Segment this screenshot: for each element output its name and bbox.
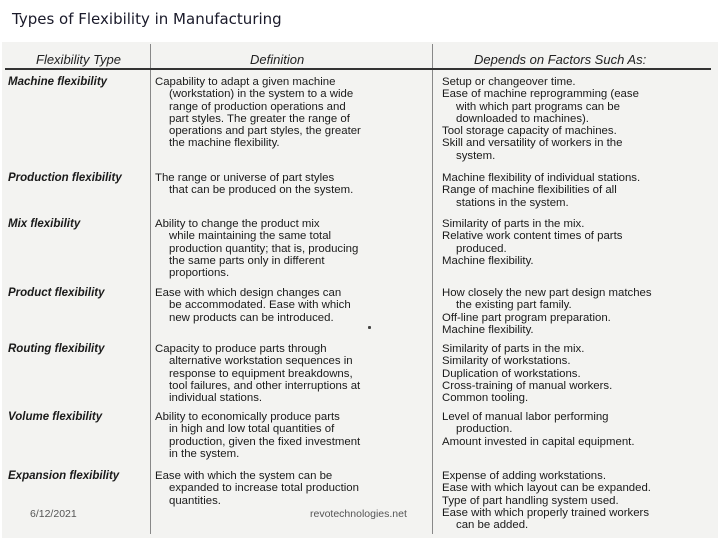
flexibility-type: Routing flexibility xyxy=(8,343,105,355)
factors-cell xyxy=(442,287,652,336)
column-divider xyxy=(432,44,433,534)
definition-line: alternative workstation sequences in xyxy=(169,355,353,368)
header-factors: Depends on Factors Such As: xyxy=(474,52,647,67)
column-divider xyxy=(150,44,151,534)
factor-line: Similarity of parts in the mix. xyxy=(442,343,585,355)
flexibility-type: Production flexibility xyxy=(8,172,122,184)
factor-line: Similarity of parts in the mix. xyxy=(442,218,585,230)
definition-cell xyxy=(155,287,351,324)
definition-line: the same parts only in different xyxy=(169,254,325,267)
definition-line: production, given the fixed investment xyxy=(169,435,361,448)
definition-line: expanded to increase total production xyxy=(169,482,359,495)
factor-line: Duplication of workstations. xyxy=(442,367,581,380)
factor-line: Skill and versatility of workers in the xyxy=(442,137,623,150)
definition-line: (workstation) in the system to a wide xyxy=(169,88,354,101)
definition-line: new products can be introduced. xyxy=(169,311,334,324)
factor-line: Setup or changeover time. xyxy=(442,76,576,88)
scan-speck xyxy=(368,326,371,329)
factor-line: downloaded to machines). xyxy=(456,112,589,125)
definition-line: operations and part styles, the greater xyxy=(169,125,361,138)
definition-cell xyxy=(155,411,360,460)
slide-date: 6/12/2021 xyxy=(30,508,77,520)
factor-line: Cross-training of manual workers. xyxy=(442,379,613,392)
factor-line: Ease with which layout can be expanded. xyxy=(442,482,651,495)
definition-line: proportions. xyxy=(169,267,230,280)
factor-line: can be added. xyxy=(456,519,529,532)
definition-cell xyxy=(155,218,358,279)
slide-footer-site: revotechnologies.net xyxy=(310,508,407,520)
factor-line: Range of machine flexibilities of all xyxy=(442,184,617,197)
flexibility-type: Product flexibility xyxy=(8,287,105,299)
factors-cell xyxy=(442,470,651,531)
flexibility-type: Volume flexibility xyxy=(8,411,103,423)
definition-line: Ability to change the product mix xyxy=(155,218,320,230)
definition-line: Ability to economically produce parts xyxy=(155,411,340,423)
definition-line: Ease with which design changes can xyxy=(155,287,342,299)
factor-line: Relative work content times of parts xyxy=(442,230,623,243)
factors-cell xyxy=(442,343,612,404)
factors-cell xyxy=(442,411,635,448)
factor-line: the existing part family. xyxy=(456,299,572,312)
factor-line: Tool storage capacity of machines. xyxy=(442,125,617,138)
definition-line: part styles. The greater the range of xyxy=(169,112,350,125)
factor-line: stations in the system. xyxy=(456,196,569,209)
factor-line: Machine flexibility of individual stations. xyxy=(442,172,641,184)
definition-cell xyxy=(155,172,353,197)
factor-line: production. xyxy=(456,423,513,436)
factor-line: Ease with which properly trained workers xyxy=(442,506,650,519)
factor-line: with which part programs can be xyxy=(456,100,620,113)
factor-line: Type of part handling system used. xyxy=(442,494,619,507)
flexibility-type: Mix flexibility xyxy=(8,218,81,230)
definition-line: The range or universe of part styles xyxy=(155,172,335,184)
definition-line: Ease with which the system can be xyxy=(155,470,333,482)
factor-line: Amount invested in capital equipment. xyxy=(442,435,635,448)
factor-line: How closely the new part design matches xyxy=(442,287,652,299)
definition-line: while maintaining the same total xyxy=(169,230,332,243)
definition-line: be accommodated. Ease with which xyxy=(169,299,351,312)
definition-line: tool failures, and other interruptions at xyxy=(169,379,361,392)
definition-cell xyxy=(155,470,359,507)
factor-line: Machine flexibility. xyxy=(442,323,534,336)
factor-line: Ease of machine reprogramming (ease xyxy=(442,88,639,101)
header-definition: Definition xyxy=(250,52,305,67)
definition-line: that can be produced on the system. xyxy=(169,184,354,197)
factor-line: produced. xyxy=(456,242,507,255)
factor-line: Level of manual labor performing xyxy=(442,411,609,423)
factors-cell xyxy=(442,76,639,162)
flexibility-type: Machine flexibility xyxy=(8,76,108,88)
definition-line: quantities. xyxy=(169,494,221,507)
definition-line: in high and low total quantities of xyxy=(169,423,335,436)
slide-title: Types of Flexibility in Manufacturing xyxy=(12,10,282,28)
flexibility-type: Expansion flexibility xyxy=(8,470,120,482)
definition-line: production quantity; that is, producing xyxy=(169,242,359,255)
factor-line: Expense of adding workstations. xyxy=(442,470,606,482)
factor-line: Machine flexibility. xyxy=(442,254,534,267)
factor-line: Similarity of workstations. xyxy=(442,355,571,368)
factor-line: system. xyxy=(456,149,496,162)
definition-line: Capability to adapt a given machine xyxy=(155,76,336,88)
definition-cell xyxy=(155,76,361,150)
factor-line: Common tooling. xyxy=(442,392,529,405)
definition-line: the machine flexibility. xyxy=(169,137,280,150)
factor-line: Off-line part program preparation. xyxy=(442,311,611,324)
header-rule xyxy=(5,68,711,70)
header-flexibility-type: Flexibility Type xyxy=(36,52,122,67)
definition-line: individual stations. xyxy=(169,392,263,405)
factors-cell xyxy=(442,218,622,267)
factors-cell xyxy=(442,172,640,209)
definition-line: response to equipment breakdowns, xyxy=(169,367,353,380)
definition-line: range of production operations and xyxy=(169,100,346,113)
definition-line: in the system. xyxy=(169,447,240,460)
definition-cell xyxy=(155,343,360,404)
definition-line: Capacity to produce parts through xyxy=(155,343,327,355)
